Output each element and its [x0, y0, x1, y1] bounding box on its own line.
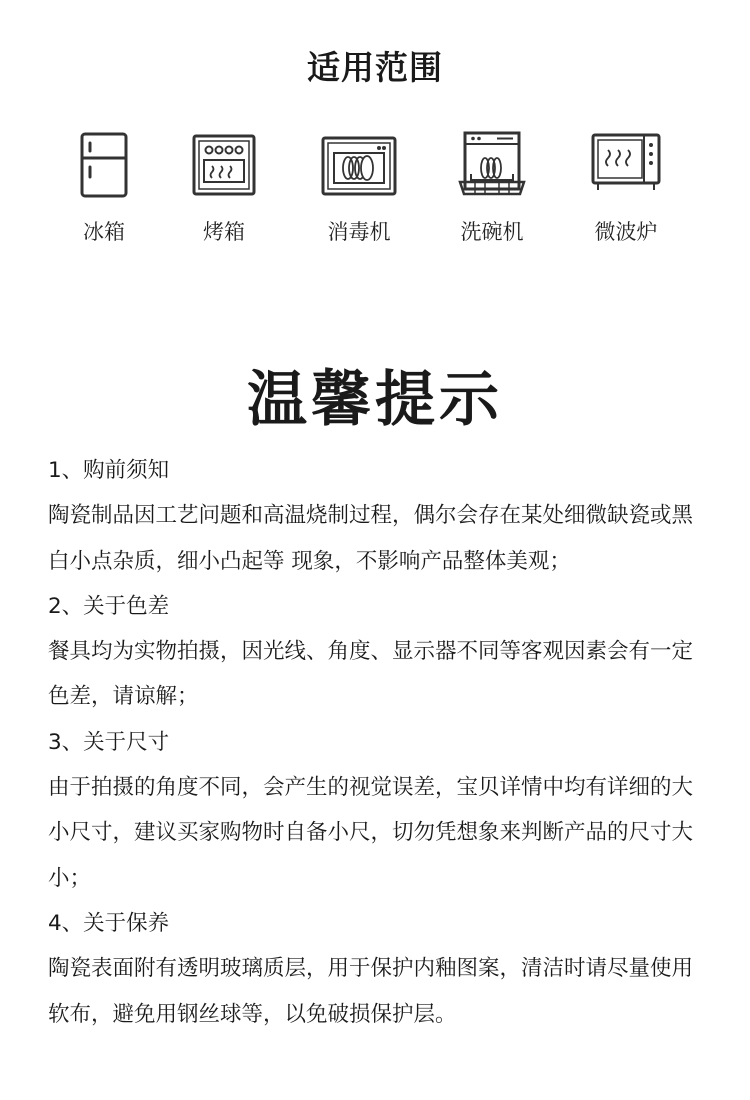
usage-item-microwave — [566, 130, 686, 246]
tips-title: 温馨提示 — [247, 365, 503, 435]
usage-title: 适用范围 — [307, 48, 443, 87]
oven-icon — [189, 130, 259, 200]
tip-heading: 1、购前须知 — [48, 458, 170, 483]
usage-label-sterilizer: 消毒机 — [327, 220, 391, 244]
tip-heading: 4、关于保养 — [48, 910, 170, 936]
usage-item-sterilizer — [299, 130, 419, 246]
usage-label-refrigerator: 冰箱 — [83, 220, 125, 244]
tip-body: 餐具均为实物拍摄，因光线、角度、显示器不同等客观因素会有一定色差，请谅解； — [48, 639, 694, 710]
usage-item-oven — [164, 130, 284, 246]
tip-body: 陶瓷表面附有透明玻璃质层，用于保护内釉图案，清洁时请尽量使用软布，避免用钢丝球等，以免破损保护层。 — [48, 956, 694, 1027]
usage-item-refrigerator — [44, 130, 164, 246]
sterilizer-icon — [321, 130, 397, 200]
tips-content — [48, 448, 708, 1037]
usage-label-oven: 烤箱 — [203, 220, 245, 244]
refrigerator-icon — [74, 130, 134, 200]
microwave-icon — [590, 130, 662, 200]
tip-body: 陶瓷制品因工艺问题和高温烧制过程，偶尔会存在某处细微缺瓷或黑白小点杂质，细小凸起等 现象，不影响产品整体美观； — [48, 503, 694, 574]
usage-label-microwave: 微波炉 — [594, 220, 658, 244]
tip-body: 由于拍摄的角度不同，会产生的视觉误差，宝贝详情中均有详细的大小尺寸，建议买家购物时自备小尺，切勿凭想象来判断产品的尺寸大小； — [48, 775, 694, 891]
dishwasher-icon — [457, 130, 527, 200]
usage-item-dishwasher — [432, 130, 552, 246]
tip-heading: 3、关于尺寸 — [48, 729, 170, 755]
tip-heading: 2、关于色差 — [48, 593, 170, 619]
usage-label-dishwasher: 洗碗机 — [460, 220, 524, 244]
usage-icons — [0, 130, 750, 250]
